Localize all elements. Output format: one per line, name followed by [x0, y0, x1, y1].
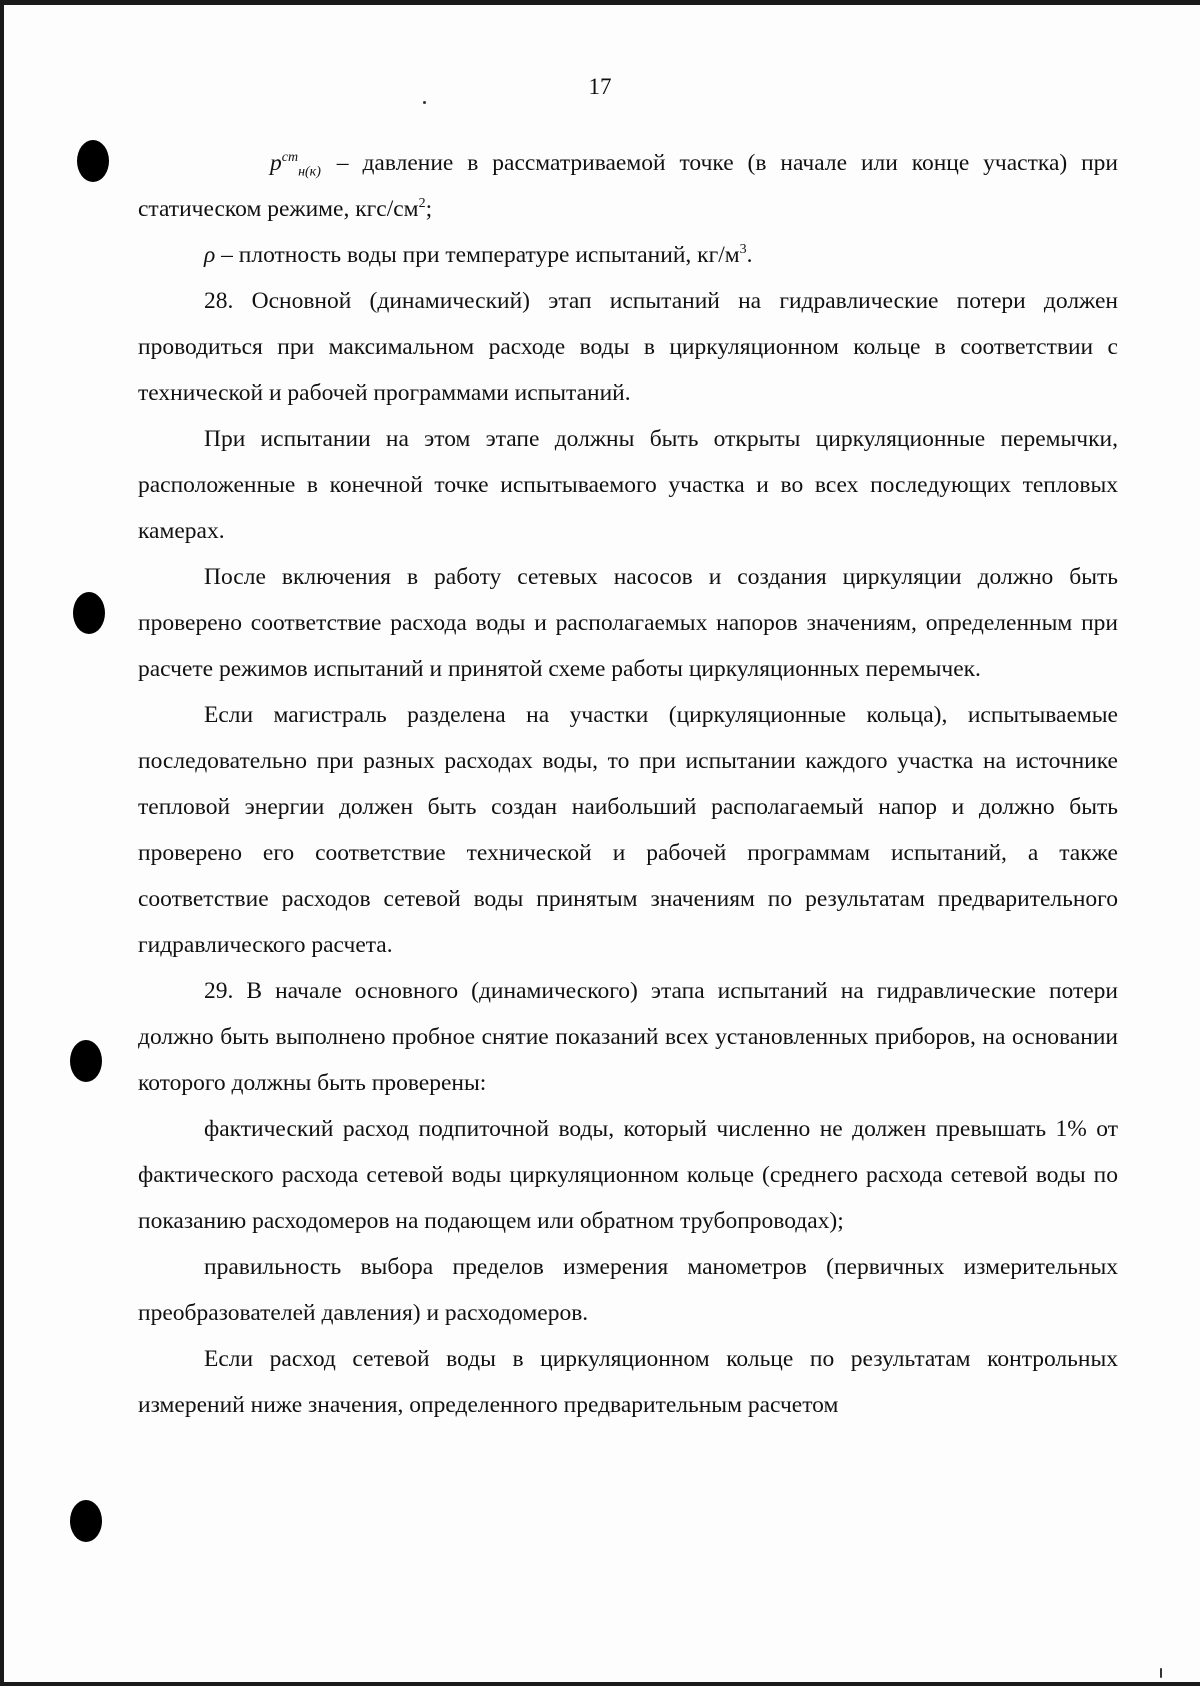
scan-speck [423, 101, 426, 104]
punch-hole-icon [77, 140, 109, 182]
paragraph-28-second: При испытании на этом этапе должны быть открыты циркуляционные перемычки, расположенные в конечной точке испытываемого участка и во всех последующих тепловых камерах. [138, 426, 1118, 544]
definition-tail: ; [425, 196, 433, 222]
scan-edge-top [0, 0, 1200, 5]
scan-edge-left [0, 0, 4, 1686]
definition-tail: . [746, 242, 753, 268]
definition-density [138, 232, 1118, 278]
page-number: 17 [588, 74, 612, 99]
paragraph-29-continuation: Если расход сетевой воды в циркуляционном кольце по результатам контрольных измерений ниже значения, определенного предварительным расчетом [138, 1346, 1118, 1418]
pressure-symbol [204, 140, 321, 186]
paragraph-28: 28. Основной (динамический) этап испытаний на гидравлические потери должен проводиться при максимальном расходе воды в циркуляционном кольце в соответствии с технической и рабочей программами испытаний. [138, 288, 1118, 406]
body-text [138, 140, 1118, 1428]
symbol-base: p [270, 150, 282, 176]
scan-speck [1160, 1668, 1162, 1678]
punch-hole-icon [70, 1500, 102, 1542]
symbol-subscript: н(к) [298, 164, 321, 180]
punch-hole-icon [73, 592, 105, 634]
definition-text: – давление в рассматриваемой точке (в начале или конце участка) при статическом режиме, кгс/см [138, 150, 1118, 222]
rho-symbol: ρ [204, 242, 216, 268]
unit-superscript: 2 [418, 196, 426, 212]
paragraph-29-item-b: правильность выбора пределов измерения манометров (первичных измерительных преобразователей давления) и расходомеров. [138, 1254, 1118, 1326]
paragraph-29: 29. В начале основного (динамического) этапа испытаний на гидравлические потери должно быть выполнено пробное снятие показаний всех установленных приборов, на основании которого должны быть проверены: [138, 978, 1118, 1096]
paragraph-28-third: После включения в работу сетевых насосов и создания циркуляции должно быть проверено соответствие расхода воды и располагаемых напоров значениям, определенным при расчете режимов испытаний и принятой схеме работы циркуляционных перемычек. [138, 564, 1118, 682]
unit-superscript: 3 [739, 242, 747, 258]
paragraph-29-item-a: фактический расход подпиточной воды, который численно не должен превышать 1% от фактического расхода сетевой воды циркуляционном кольце (среднего расхода сетевой воды по показанию расходомеров на подающем или обратном трубопроводах); [138, 1116, 1118, 1234]
definition-pressure [138, 140, 1118, 232]
paragraph-28-fourth: Если магистраль разделена на участки (циркуляционные кольца), испытываемые последовательно при разных расходах воды, то при испытании каждого участка на источнике тепловой энергии должен быть создан наибольший располагаемый напор и должно быть проверено его соответствие технической и рабочей программам испытаний, а также соответствие расходов сетевой воды принятым значениям по результатам предварительного гидравлического расчета. [138, 702, 1118, 958]
punch-hole-icon [70, 1040, 102, 1082]
symbol-superscript: ст [281, 150, 299, 166]
scan-edge-bottom [0, 1682, 1200, 1686]
definition-text: – плотность воды при температуре испытаний, кг/м [215, 242, 740, 268]
